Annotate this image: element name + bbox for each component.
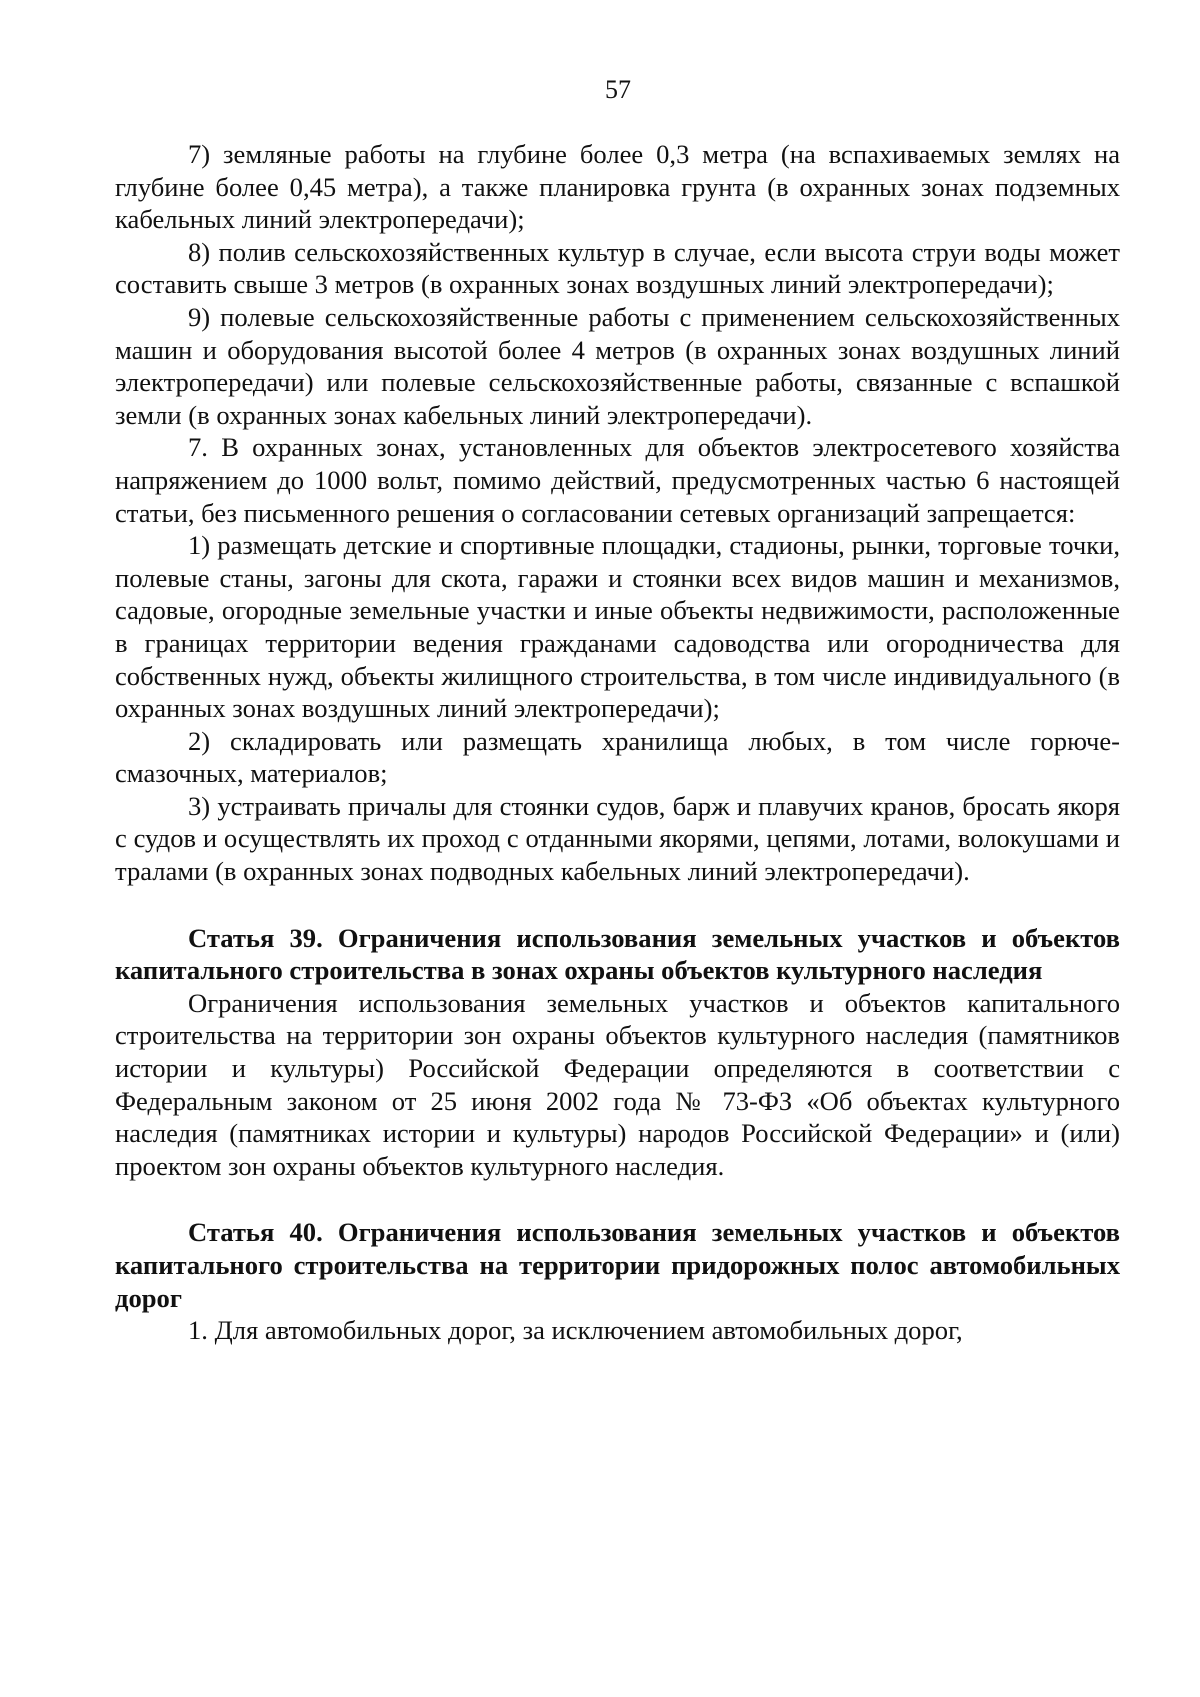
section-spacer: [115, 1182, 1120, 1216]
section-spacer: [115, 888, 1120, 922]
paragraph-item-3: 3) устраивать причалы для стоянки судов, барж и плавучих кранов, бросать якоря с судов и осуществлять их проход с отданными якорями, цепями, лотами, волокушами и тралами (в охранных зонах подводных кабельных линий электропередачи).: [115, 790, 1120, 887]
article-40-heading: Статья 40. Ограничения использования земельных участков и объектов капитального строительства на территории придорожных полос автомобильных дорог: [115, 1217, 1120, 1313]
paragraph-item-8: 8) полив сельскохозяйственных культур в случае, если высота струи воды может составить свыше 3 метров (в охранных зонах воздушных линий электропередачи);: [115, 236, 1120, 300]
paragraph-part-7: 7. В охранных зонах, установленных для объектов электросетевого хозяйства напряжением до 1000 вольт, помимо действий, предусмотренных частью 6 настоящей статьи, без письменного решения о согласовании сетевых организаций запрещается:: [115, 432, 1120, 528]
page-number: 57: [605, 75, 631, 104]
article-39-heading: Статья 39. Ограничения использования земельных участков и объектов капитального строительства в зонах охраны объектов культурного наследия: [115, 922, 1120, 986]
paragraph-item-7: 7) земляные работы на глубине более 0,3 метра (на вспахиваемых землях на глубине более 0,45 метра), а также планировка грунта (в охранных зонах подземных кабельных линий электропередачи);: [115, 139, 1120, 235]
paragraph-item-1: 1) размещать детские и спортивные площадки, стадионы, рынки, торговые точки, полевые станы, загоны для скота, гаражи и стоянки всех видов машин и механизмов, садовые, огородные земельные участки и иные объекты недвижимости, расположенные в границах территории ведения гражданами садоводства или огородничества для собственных нужд, объекты жилищного строительства, в том числе индивидуального (в охранных зонах воздушных линий электропередачи);: [115, 530, 1120, 724]
paragraph-item-9: 9) полевые сельскохозяйственные работы с применением сельскохозяйственных машин и оборудования высотой более 4 метров (в охранных зонах воздушных линий электропередачи) или полевые сельскохозяйственные работы, связанные с вспашкой земли (в охранных зонах кабельных линий электропередачи).: [115, 301, 1120, 430]
paragraph-item-2: 2) складировать или размещать хранилища любых, в том числе горюче-смазочных, материалов;: [115, 725, 1120, 789]
article-39-text: Ограничения использования земельных участков и объектов капитального строительства на территории зон охраны объектов культурного наследия (памятников истории и культуры) Российской Федерации определяются в соответствии с Федеральным законом от 25 июня 2002 года № 73-ФЗ «Об объектах культурного наследия (памятниках истории и культуры) народов Российской Федерации» и (или) проектом зон охраны объектов культурного наследия.: [115, 987, 1120, 1181]
document-body: [115, 138, 1120, 1347]
article-40-text: 1. Для автомобильных дорог, за исключением автомобильных дорог,: [188, 1315, 963, 1346]
